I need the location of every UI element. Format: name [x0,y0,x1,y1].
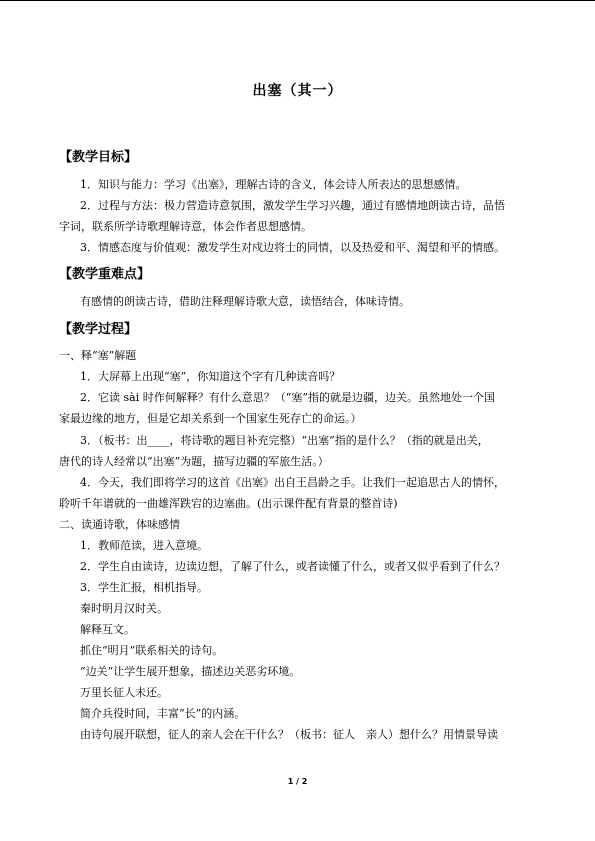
goal-line-2b: 字词，联系所学诗歌理解诗意，体会作者思想感情。 [59,220,312,233]
top-border-line [0,0,595,1]
page-number: 1 / 2 [287,777,308,786]
note-line-2: 抓住“明月”联系相关的诗句。 [80,644,224,657]
process-step-1: 1．教师范读，进入意境。 [80,539,208,552]
process-line-4b: 聆听千年谱就的一曲雄浑跌宕的边塞曲。(出示课件配有背景的整首诗) [59,497,398,510]
goal-line-3: 3．情感态度与价值观：激发学生对戍边将士的同情，以及热爱和平、渴望和平的情感。 [80,241,505,254]
note-line-1: 解释互文。 [80,623,135,636]
section-heading-goals: 【教学目标】 [59,150,138,165]
process-step-2: 2．学生自由读诗，边读边想，了解了什么，或者读懂了什么，或者又似乎看到了什么？ [80,560,505,573]
process-line-2a: 2．它读 sài 时作何解释？有什么意思？（“塞”指的就是边疆，边关。虽然地处一个国 [80,391,495,404]
process-step-3: 3．学生汇报，相机指导。 [80,581,208,594]
poem-line-1: 秦时明月汉时关。 [80,602,168,615]
note-line-4: 简介兵役时间，丰富“长”的内涵。 [80,707,246,720]
process-line-4a: 4．今天，我们即将学习的这首《出塞》出自王昌龄之手。让我们一起追思古人的情怀， [80,476,505,489]
poem-line-2: 万里长征人未还。 [80,686,168,699]
note-line-3: “边关”让学生展开想象，描述边关恶劣环境。 [80,665,301,678]
process-line-1: 1．大屏幕上出现“塞”，你知道这个字有几种读音吗？ [80,370,341,383]
process-line-3b: 唐代的诗人经常以“出塞”为题，描写边疆的军旅生活。） [59,455,329,468]
section-heading-key-points: 【教学重难点】 [59,267,151,282]
process-line-2b: 家最边缘的地方，但是它却关系到一个国家生死存亡的命运。） [59,412,362,425]
key-point-line: 有感情的朗读古诗，借助注释理解诗歌大意，读悟结合，体味诗情。 [80,295,410,308]
process-heading-1: 一、释“塞”解题 [59,349,137,362]
goal-line-1: 1．知识与能力：学习《出塞》，理解古诗的含义，体会诗人所表达的思想感情。 [80,178,467,191]
goal-line-2a: 2．过程与方法：极力营造诗意氛围，激发学生学习兴趣，通过有感情地朗读古诗，品悟 [80,199,505,212]
note-line-5: 由诗句展开联想，征人的亲人会在干什么？（板书：征人 亲人）想什么？用情景导读 [80,728,498,741]
page-title: 出塞（其一） [252,83,343,99]
process-heading-2: 二、读通诗歌，体味感情 [59,518,180,531]
process-line-3a: 3．（板书：出____，将诗歌的题目补充完整）“出塞”指的是什么？（指的就是出关， [80,434,489,447]
section-heading-process: 【教学过程】 [59,322,138,337]
